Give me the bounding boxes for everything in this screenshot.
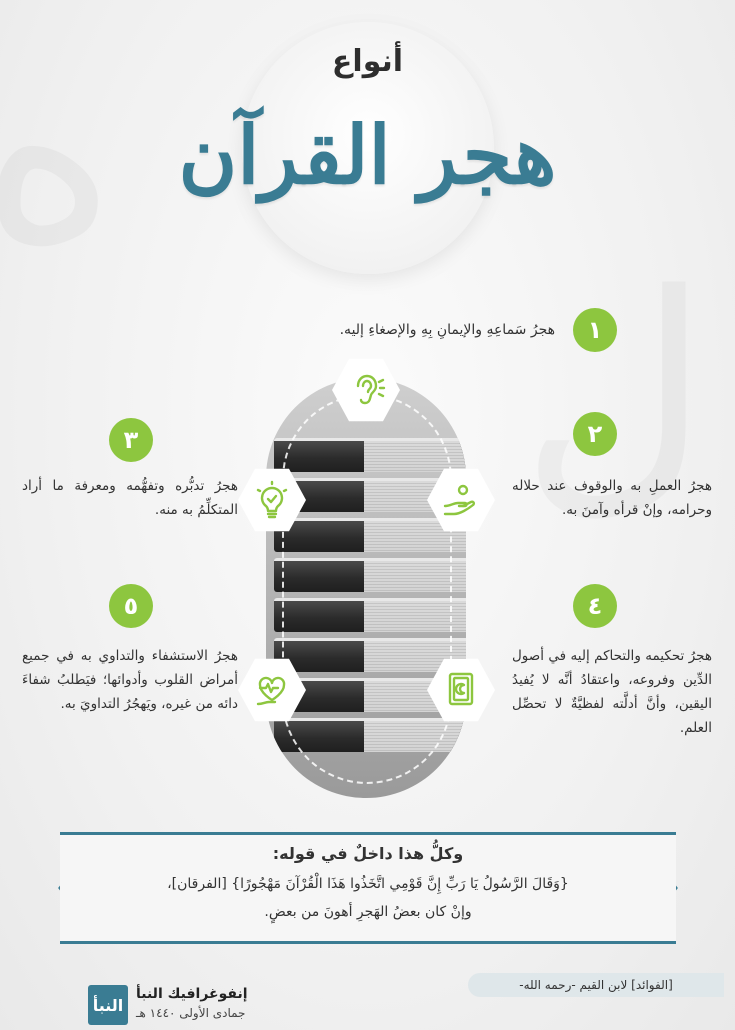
page-title: هجر القرآن [178,108,557,202]
item-2-number: ٢ [573,412,617,456]
quote-title: وكلُّ هذا داخلٌ في قوله: [272,844,464,863]
brand-date: جمادى الأولى ١٤٤٠ هـ [136,1006,246,1020]
dashed-frame [282,394,452,784]
item-3-number: ٣ [109,418,153,462]
item-1-number: ١ [573,308,617,352]
item-1-text: هجرُ سَماعِهِ والإيمانِ بِهِ والإصغاءِ إليه. [339,322,555,338]
source-citation: [الفوائد] لابن القيم -رحمه الله- [468,973,724,997]
item-4-text: هجرُ تحكيمه والتحاكم إليه في أصول الدِّين وفروعه، واعتقادُ أنَّه لا يُفيدُ اليقين، وأنَّ أدلَّته لفظيَّةٌ لا تحصِّل العلم. [512,648,712,736]
item-3-text: هجرُ تدبُّره وتفهُّمه ومعرفة ما أراد المتكلِّمُ به منه. [22,478,238,518]
item-4-number: ٤ [573,584,617,628]
item-5-number: ٥ [109,584,153,628]
quote-verse: {وَقَالَ الرَّسُولُ يَا رَبِّ إِنَّ قَوْمِي اتَّخَذُوا هَذَا الْقُرْآنَ مَهْجُورًا} [الفرقان]، [167,876,569,892]
brand-name: إنفوغرافيك النبأ [136,986,248,1002]
title-small: أنواع [331,44,404,79]
item-5-text: هجرُ الاستشفاء والتداوي به في جميع أمراض القلوب وأدوائها؛ فيَطلبُ شفاءَ دائه من غيره، ويَهجُرُ التداويَ به. [22,648,238,712]
quote-note: وإنْ كان بعضُ الهَجرِ أهونَ من بعضٍ. [264,904,472,920]
quote-band [42,832,694,944]
item-2-text: هجرُ العملِ به والوقوف عند حلاله وحرامه، وإنْ قرأه وآمنَ به. [512,478,712,518]
brand-logo: النبأ [88,985,128,1025]
